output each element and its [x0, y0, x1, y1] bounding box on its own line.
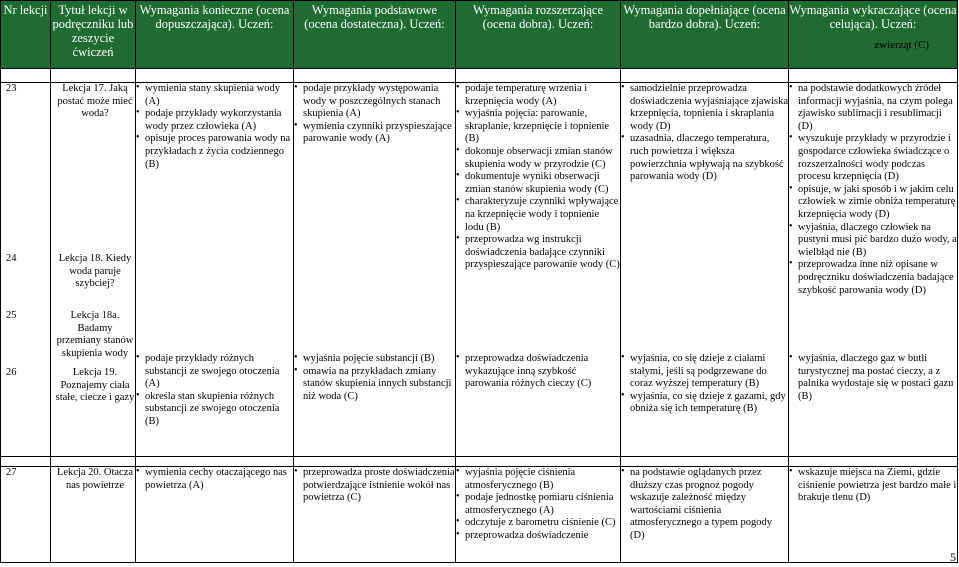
list-item: • podaje jednostkę pomiaru ciśnienia atmosferycznego (A) [456, 492, 620, 517]
lesson-title-20: Lekcja 20. Otacza nas powietrze [51, 467, 136, 563]
list-item: • podaje przykłady wykorzystania wody przez człowieka (A) [136, 108, 293, 133]
header-rozszerzajace: Wymagania rozszerzające (ocena dobra). Uczeń: [456, 1, 621, 69]
header-title: Tytuł lekcji w podręczniku lub zeszycie ćwiczeń [51, 1, 136, 69]
wykraczajace-bottom-list [789, 353, 957, 403]
podstawowe-top-list [294, 83, 455, 146]
konieczne-cell-b [136, 467, 294, 563]
list-item: • samodzielnie przeprowadza doświadczenia wyjaśniające zjawiska krzepnięcia, topnienia i skraplania wody (D) [621, 83, 788, 133]
nr-24: 24 [6, 253, 17, 264]
list-item: • opisuje, w jaki sposób i w jakim celu człowiek w zimie obniża temperaturę krzepnięcia wody (D) [789, 184, 957, 222]
list-item: • wyjaśnia pojęcie ciśnienia atmosferycznego (B) [456, 467, 620, 492]
wykraczajace-cell-b [789, 467, 958, 563]
rozszerzajace-top-list [456, 83, 620, 272]
dopelniajace-top-list [621, 83, 788, 184]
list-item: • na podstawie oglądanych przez dłuższy czas prognoz pogody wskazuje zależność między wartościami ciśnienia atmosferycznego a typem pogody (D) [621, 467, 788, 543]
table-row-group-b [1, 467, 958, 563]
list-item: • dokonuje obserwacji zmian stanów skupienia wody w przyrodzie (C) [456, 146, 620, 171]
konieczne-list-b [136, 467, 293, 492]
lesson-title-18: Lekcja 18. Kiedy woda paruje szybciej? [58, 253, 132, 290]
header-wykraczajace-continuation: zwierząt (C) [874, 39, 929, 51]
list-item: • charakteryzuje czynniki wpływające na krzepnięcie wody i topnienie lodu (B) [456, 196, 620, 234]
list-item: • wyszukuje przykłady w przyrodzie i gospodarce człowieka świadczące o rozszerzalności wody podczas procesu krzepnięcia (D) [789, 133, 957, 183]
list-item: • podaje przykłady występowania wody w poszczególnych stanach skupienia (A) [294, 83, 455, 121]
list-item: • wymienia stany skupienia wody (A) [136, 83, 293, 108]
list-item: • przeprowadza doświadczenie [456, 530, 620, 543]
podstawowe-bottom-list [294, 353, 455, 403]
list-item: • wyjaśnia, co się dzieje z gazami, gdy obniża się ich temperaturę (B) [621, 391, 788, 416]
nr-25: 25 [6, 310, 17, 321]
lesson-title-18a: Lekcja 18a. Badamy przemiany stanów skupienia wody [56, 310, 134, 359]
list-item: • wymienia czynniki przyspieszające parowanie wody (A) [294, 121, 455, 146]
dopelniajace-bottom-list [621, 353, 788, 416]
nr-27: 27 [1, 467, 51, 563]
konieczne-top-list [136, 83, 293, 171]
list-item: • dokumentuje wyniki obserwacji zmian stanów skupienia wody (C) [456, 171, 620, 196]
header-wykraczajace-label: Wymagania wykraczające (ocena celująca). Uczeń: [789, 3, 957, 31]
podstawowe-cell [294, 83, 456, 457]
list-item: • określa stan skupienia różnych substancji ze swojego otoczenia (B) [136, 391, 293, 429]
list-item: • podaje temperaturę wrzenia i krzepnięcia wody (A) [456, 83, 620, 108]
dopelniajace-cell-b [621, 467, 789, 563]
dopelniajace-list-b [621, 467, 788, 543]
table-row-group-a [1, 83, 958, 457]
list-item: • wyjaśnia, dlaczego człowiek na pustyni musi pić bardzo dużo wody, a wielbłąd nie (B) [789, 222, 957, 260]
dopelniajace-cell [621, 83, 789, 457]
page-number: 5 [950, 550, 956, 564]
list-item: • przeprowadza inne niż opisane w podręczniku doświadczenia badające szybkość parowania wody (D) [789, 259, 957, 297]
wykraczajace-cell [789, 83, 958, 457]
rozszerzajace-list-b [456, 467, 620, 543]
list-item: • podaje przykłady różnych substancji ze swojego otoczenia (A) [136, 353, 293, 391]
podstawowe-cell-b [294, 467, 456, 563]
lesson-title-19: Lekcja 19. Poznajemy ciała stałe, ciecze i gazy [55, 367, 135, 404]
nr-26: 26 [6, 367, 17, 378]
gap-row [1, 457, 958, 467]
rozszerzajace-bottom-list [456, 353, 620, 391]
konieczne-cell [136, 83, 294, 457]
spacer-row [1, 69, 958, 83]
header-nr: Nr lekcji [1, 1, 51, 69]
nr-cell [1, 83, 51, 457]
list-item: • wyjaśnia, dlaczego gaz w butli turystycznej ma postać cieczy, a z palnika wydostaje się w postaci gazu (B) [789, 353, 957, 403]
rozszerzajace-cell-b [456, 467, 621, 563]
header-wykraczajace [789, 1, 958, 69]
header-podstawowe: Wymagania podstawowe (ocena dostateczna). Uczeń: [294, 1, 456, 69]
header-row [1, 1, 958, 69]
list-item: • na podstawie dodatkowych źródeł informacji wyjaśnia, na czym polega zjawisko sublimacji i resublimacji (D) [789, 83, 957, 133]
header-konieczne: Wymagania konieczne (ocena dopuszczająca). Uczeń: [136, 1, 294, 69]
wykraczajace-list-b [789, 467, 957, 505]
header-dopelniajace: Wymagania dopełniające (ocena bardzo dobra). Uczeń: [621, 1, 789, 69]
list-item: • wskazuje miejsca na Ziemi, gdzie ciśnienie powietrza jest bardzo małe i brakuje tlenu (D) [789, 467, 957, 505]
list-item: • przeprowadza doświadczenia wykazujące inną szybkość parowania różnych cieczy (C) [456, 353, 620, 391]
konieczne-bottom-list [136, 353, 293, 429]
title-cell [51, 83, 136, 457]
wykraczajace-top-list [789, 83, 957, 297]
list-item: • odczytuje z barometru ciśnienie (C) [456, 517, 620, 530]
list-item: • omawia na przykładach zmiany stanów skupienia innych substancji niż woda (C) [294, 366, 455, 404]
list-item: • opisuje proces parowania wody na przykładach z życia codziennego (B) [136, 133, 293, 171]
rozszerzajace-cell [456, 83, 621, 457]
nr-23: 23 [6, 83, 17, 94]
list-item: • przeprowadza wg instrukcji doświadczenia badające czynniki przyspieszające parowanie wody (C) [456, 234, 620, 272]
list-item: • przeprowadza proste doświadczenia potwierdzające istnienie wokół nas powietrza (C) [294, 467, 455, 505]
list-item: • uzasadnia, dlaczego temperatura, ruch powietrza i większa powierzchnia wpływają na szybkość parowania wody (D) [621, 133, 788, 183]
list-item: • wyjaśnia, co się dzieje z ciałami stałymi, jeśli są podgrzewane do coraz wyższej temperatury (B) [621, 353, 788, 391]
list-item: • wymienia cechy otaczającego nas powietrza (A) [136, 467, 293, 492]
list-item: • wyjaśnia pojęcia: parowanie, skraplanie, krzepnięcie i topnienie (B) [456, 108, 620, 146]
podstawowe-list-b [294, 467, 455, 505]
list-item: • wyjaśnia pojęcie substancji (B) [294, 353, 455, 366]
lesson-title-17: Lekcja 17. Jaką postać może mieć woda? [57, 83, 133, 120]
